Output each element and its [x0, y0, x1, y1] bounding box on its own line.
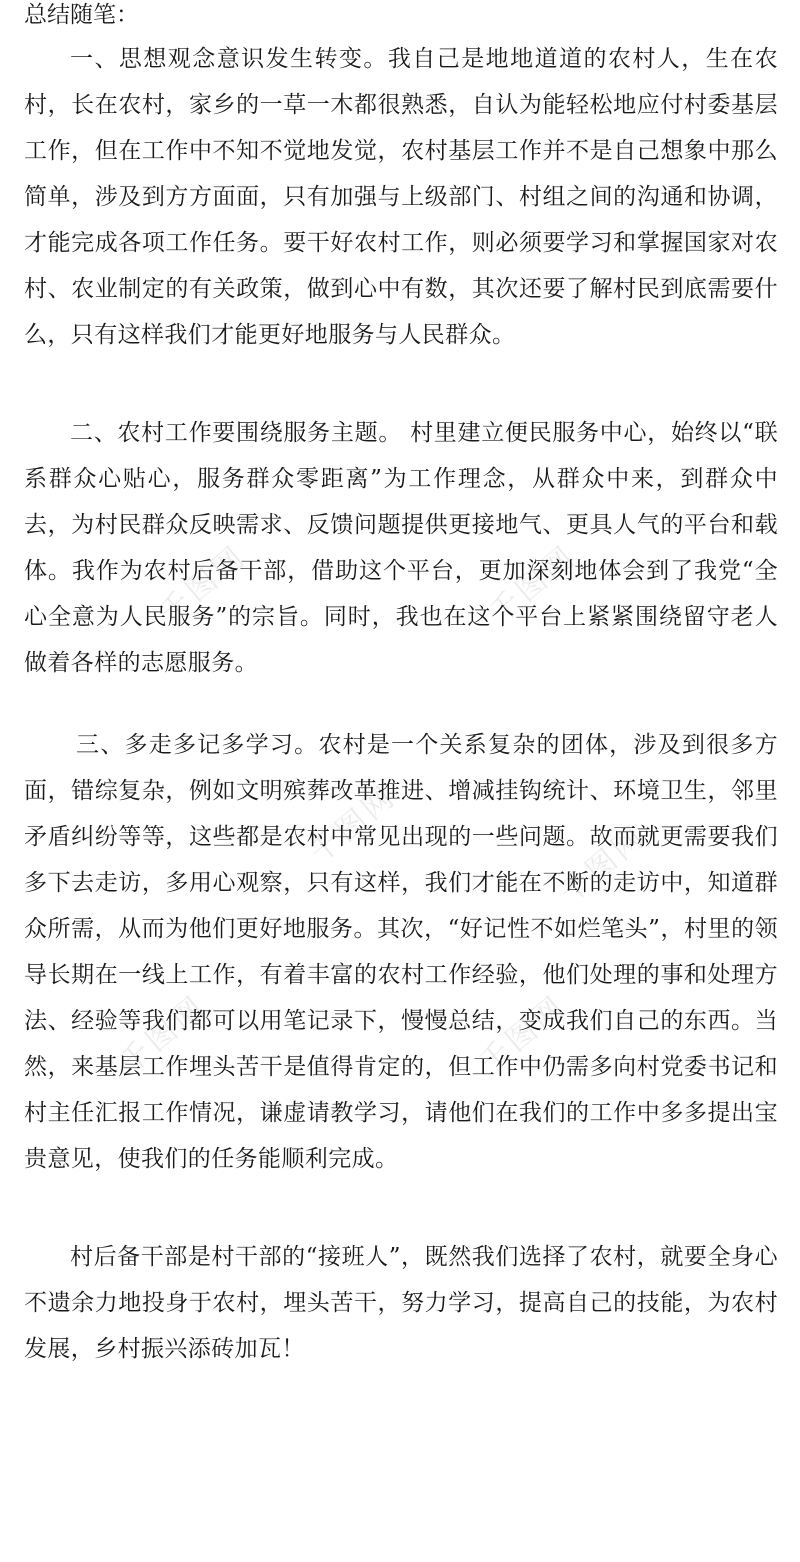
watermark: 千图网	[472, 988, 574, 1081]
paragraph-walk-record-learn: 三、多走多记多学习。农村是一个关系复杂的团体，涉及到很多方面，错综复杂，例如文明殡葬改革推进、增减挂钩统计、环境卫生，邻里矛盾纠纷等等，这些都是农村中常见出现的一些问题。故而就更需要我们多下去走访，多用心观察，只有这样，我们才能在不断的走访中，知道群众所需，从而为他们更好地服务。其次，“好记性不如烂笔头”，村里的领导长期在一线上工作，有着丰富的农村工作经验，他们处理的事和处理方法、经验等我们都可以用笔记录下，慢慢总结，变成我们自己的东西。当然，来基层工作埋头苦干是值得肯定的，但工作中仍需多向村党委书记和村主任汇报工作情况，谦虚请教学习，请他们在我们的工作中多多提出宝贵意见，使我们的任务能顺利完成。	[24, 732, 778, 1172]
paragraph-thinking-change: 一、思想观念意识发生转变。我自己是地地道道的农村人，生在农村，长在农村，家乡的一草一木都很熟悉，自认为能轻松地应付村委基层工作，但在工作中不知不觉地发觉，农村基层工作并不是自己想象中那么简单，涉及到方方面面，只有加强与上级部门、村组之间的沟通和协调，才能完成各项工作任务。要干好农村工作，则必须要学习和掌握国家对农村、农业制定的有关政策，做到心中有数，其次还要了解村民到底需要什么，只有这样我们才能更好地服务与人民群众。	[24, 46, 778, 348]
paragraph-service-theme: 二、农村工作要围绕服务主题。 村里建立便民服务中心，始终以“联系群众心贴心，服务群众零距离”为工作理念，从群众中来，到群众中去，为村民群众反映需求、反馈问题提供更接地气、更具人气的平台和载体。我作为农村后备干部，借助这个平台，更加深刻地体会到了我党“全心全意为人民服务”的宗旨。同时，我也在这个平台上紧紧围绕留守老人做着各样的志愿服务。	[24, 420, 778, 676]
watermark: 千图网	[552, 818, 654, 911]
watermark: 千图网	[302, 778, 404, 871]
watermark: 千图网	[152, 538, 254, 631]
watermark: 千图网	[482, 538, 584, 631]
watermark: 千图网	[112, 988, 214, 1081]
paragraph-conclusion: 村后备干部是村干部的“接班人”，既然我们选择了农村，就要全身心不遗余力地投身于农村，埋头苦干，努力学习，提高自己的技能，为农村发展，乡村振兴添砖加瓦！	[24, 1244, 778, 1362]
document-heading: 总结随笔：	[24, 2, 139, 28]
